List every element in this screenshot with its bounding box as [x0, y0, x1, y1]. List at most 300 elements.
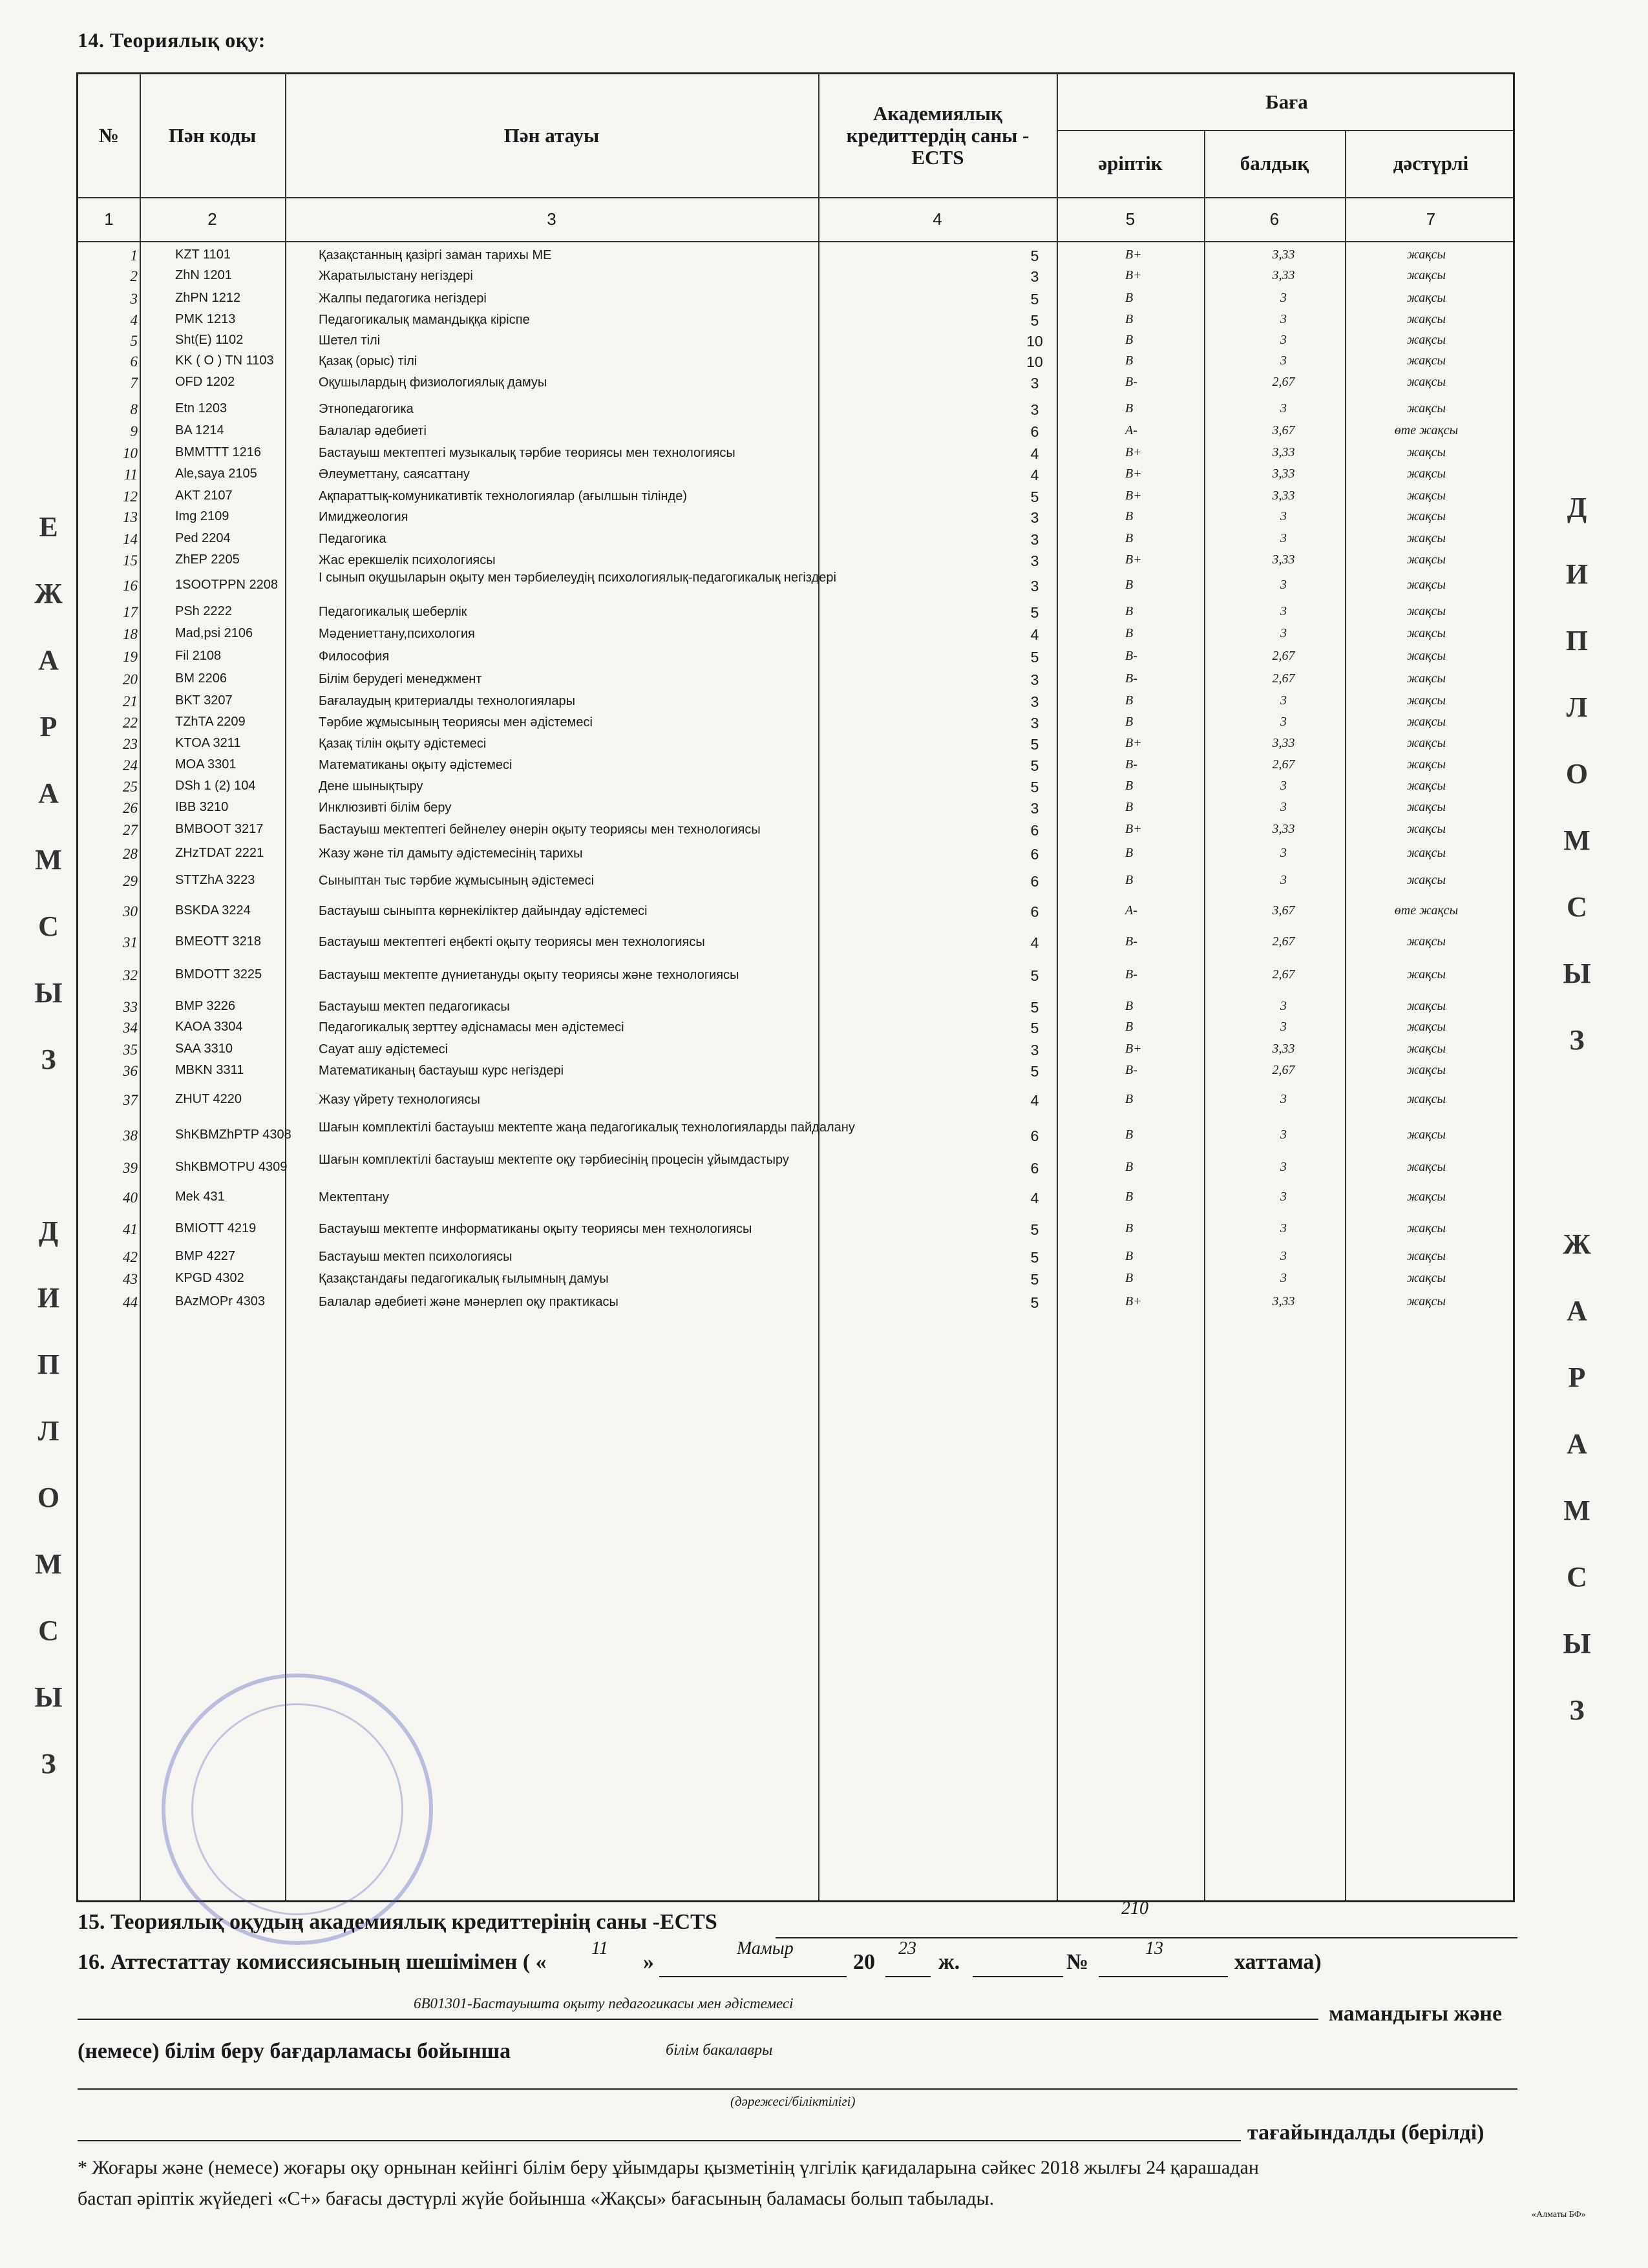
traditional-grade: жақсы	[1406, 736, 1446, 750]
traditional-grade: жақсы	[1406, 1063, 1446, 1077]
points-grade: 3	[1280, 873, 1287, 887]
side-letter: Ы	[1563, 1628, 1591, 1659]
subject-name: Жазу жəне тіл дамыту əдістемесінің тарихы	[319, 846, 583, 861]
letter-grade: B	[1125, 1249, 1134, 1263]
side-letter: Ж	[1563, 1228, 1591, 1260]
row-number: 19	[123, 649, 138, 665]
credits-value: 6	[1030, 903, 1039, 920]
protocol-label: хаттама)	[1234, 1950, 1322, 1974]
row-number: 4	[130, 312, 138, 328]
printer-mark: «Алматы БФ»	[1532, 2210, 1586, 2220]
header-grade: Баға	[1265, 90, 1308, 113]
subject-name: Қазақстандағы педагогикалық ғылымның дамуы	[319, 1272, 609, 1286]
credits-value: 5	[1030, 312, 1039, 329]
credits-value: 6	[1030, 846, 1039, 863]
points-grade: 3	[1280, 1160, 1287, 1174]
side-letter: И	[37, 1282, 60, 1314]
header-credits: Академиялық кредиттердің саны - ECTS	[846, 101, 1030, 169]
subject-name: Бастауыш сыныпта көрнекіліктер дайындау әдістемесі	[319, 904, 648, 918]
letter-grade: B	[1125, 401, 1134, 415]
row-number: 18	[123, 626, 138, 642]
side-letter: С	[38, 910, 59, 942]
subject-code: BMP 3226	[175, 999, 236, 1013]
traditional-grade: жақсы	[1406, 649, 1446, 663]
row-number: 30	[123, 903, 138, 919]
subject-code: Ped 2204	[175, 531, 231, 545]
subject-name: Бастауыш мектепте информатиканы оқыту теориясы мен технологиясы	[319, 1222, 752, 1236]
letter-grade: B	[1125, 1190, 1134, 1204]
degree-value: білім бакалавры	[666, 2042, 773, 2059]
side-text-right-top	[1558, 491, 1596, 1090]
points-grade: 3	[1280, 333, 1287, 347]
points-grade: 3	[1280, 291, 1287, 305]
subject-name: Балалар әдебиеті және мәнерлеп оқу практикасы	[319, 1295, 618, 1309]
side-letter: Д	[1567, 492, 1587, 523]
traditional-grade: жақсы	[1406, 578, 1446, 592]
side-letter: С	[38, 1615, 59, 1646]
specialty-label: мамандығы және	[1329, 2002, 1503, 2026]
credits-value: 4	[1030, 1190, 1039, 1206]
assigned-label: тағайындалды (берілді)	[1247, 2121, 1484, 2145]
points-grade: 2,67	[1272, 934, 1295, 949]
traditional-grade: жақсы	[1406, 846, 1446, 860]
row-number: 14	[123, 531, 138, 547]
credits-value: 3	[1030, 671, 1039, 688]
subject-code: ZHUT 4220	[175, 1092, 242, 1106]
traditional-grade: жақсы	[1406, 873, 1446, 887]
traditional-grade: жақсы	[1406, 291, 1446, 305]
letter-grade: B	[1125, 1020, 1134, 1034]
points-grade: 3	[1280, 999, 1287, 1013]
subject-name: Шағын комплектілі бастауыш мектепте жаңа педагогикалық технологияларды пайдалану	[319, 1120, 855, 1135]
subject-code: TZhTA 2209	[175, 715, 246, 729]
column-divider	[1345, 130, 1346, 1900]
row-number: 32	[123, 967, 138, 983]
header-letter: әріптік	[1098, 151, 1163, 174]
subject-code: Sht(E) 1102	[175, 333, 244, 347]
row-number: 28	[123, 846, 138, 862]
subject-name: Балалар әдебиеті	[319, 424, 427, 438]
points-grade: 2,67	[1272, 967, 1295, 982]
side-letter: М	[1563, 1495, 1590, 1526]
subject-name: Имиджеология	[319, 510, 408, 524]
subject-code: BMEOTT 3218	[175, 934, 262, 949]
traditional-grade: жақсы	[1406, 1190, 1446, 1204]
letter-grade: B	[1125, 353, 1134, 368]
subject-code: ZHzTDAT 2221	[175, 846, 264, 860]
subject-name: Математиканың бастауыш курс негіздері	[319, 1064, 564, 1078]
credits-value: 4	[1030, 626, 1039, 643]
credits-value: 5	[1030, 488, 1039, 505]
points-grade: 3	[1280, 846, 1287, 860]
traditional-grade: жақсы	[1406, 934, 1446, 949]
row-number: 6	[130, 353, 138, 370]
points-grade: 3	[1280, 1128, 1287, 1142]
letter-grade: B	[1125, 312, 1134, 326]
side-letter: М	[1563, 824, 1590, 856]
protocol-number-sign: №	[1066, 1950, 1089, 1974]
row-number: 25	[123, 779, 138, 795]
row-number: 20	[123, 671, 138, 688]
subject-code: AKT 2107	[175, 488, 233, 503]
side-letter: Р	[39, 711, 58, 742]
row-number: 38	[123, 1128, 138, 1144]
points-grade: 3,67	[1272, 903, 1295, 918]
subject-name: Тәрбие жұмысының теориясы мен әдістемесі	[319, 715, 593, 730]
letter-grade: B	[1125, 846, 1134, 860]
credits-value: 5	[1030, 779, 1039, 795]
traditional-grade: жақсы	[1406, 715, 1446, 729]
letter-grade: B	[1125, 999, 1134, 1013]
row-number: 43	[123, 1271, 138, 1287]
subject-name: Этнопедагогика	[319, 402, 414, 416]
traditional-grade: жақсы	[1406, 1092, 1446, 1106]
subject-name: Бастауыш мектепте дүниетануды оқыту теориясы және технологиясы	[319, 968, 739, 982]
letter-grade: B+	[1125, 552, 1142, 567]
side-letter: З	[41, 1748, 56, 1780]
credits-value: 5	[1030, 1271, 1039, 1288]
subject-name: Бағалаудың критериалды технологиялары	[319, 694, 575, 708]
subject-code: BAzMOPr 4303	[175, 1294, 265, 1308]
subject-code: ShKBMZhPTP 4308	[175, 1128, 291, 1142]
credits-value: 3	[1030, 800, 1039, 817]
credits-value: 5	[1030, 1294, 1039, 1311]
subject-code: Img 2109	[175, 509, 229, 523]
row-number: 15	[123, 552, 138, 569]
credits-value: 5	[1030, 649, 1039, 666]
points-grade: 3,33	[1272, 247, 1295, 262]
traditional-grade: жақсы	[1406, 822, 1446, 836]
side-letter: А	[1567, 1428, 1587, 1460]
subject-code: KZT 1101	[175, 247, 231, 262]
section-title: 14. Теориялық оқу:	[78, 28, 266, 52]
points-grade: 2,67	[1272, 375, 1295, 389]
side-letter: А	[38, 777, 59, 809]
subject-code: BM 2206	[175, 671, 227, 686]
traditional-grade: жақсы	[1406, 757, 1446, 772]
points-grade: 3	[1280, 779, 1287, 793]
column-number: 6	[1269, 209, 1280, 229]
row-number: 27	[123, 822, 138, 838]
credits-value: 5	[1030, 247, 1039, 264]
subject-code: ZhN 1201	[175, 268, 232, 282]
credits-value: 3	[1030, 375, 1039, 392]
credits-value: 5	[1030, 757, 1039, 774]
subject-name: Инклюзивті білім беру	[319, 801, 452, 815]
row-number: 37	[123, 1092, 138, 1108]
credits-value: 4	[1030, 1092, 1039, 1109]
letter-grade: B-	[1125, 671, 1137, 686]
column-number: 5	[1125, 209, 1136, 229]
letter-grade: B	[1125, 531, 1134, 545]
commission-century: 20	[853, 1950, 875, 1974]
subject-name: Педагогикалық мамандыққа кіріспе	[319, 313, 530, 327]
row-number: 39	[123, 1160, 138, 1176]
points-grade: 3	[1280, 1020, 1287, 1034]
grades-table	[76, 72, 1515, 1902]
side-letter: И	[1565, 558, 1589, 590]
letter-grade: B	[1125, 1221, 1134, 1235]
credits-value: 5	[1030, 1063, 1039, 1080]
subject-name: Жаратылыстану негіздері	[319, 269, 473, 283]
traditional-grade: жақсы	[1406, 467, 1446, 481]
subject-code: DSh 1 (2) 104	[175, 779, 256, 793]
letter-grade: B+	[1125, 247, 1142, 262]
traditional-grade: жақсы	[1406, 247, 1446, 262]
letter-grade: A-	[1125, 903, 1137, 918]
row-number: 2	[130, 268, 138, 284]
subject-code: Etn 1203	[175, 401, 227, 415]
credits-value: 3	[1030, 1042, 1039, 1058]
side-text-right-bottom	[1558, 1228, 1596, 1760]
header-points: балдық	[1240, 151, 1309, 174]
subject-code: OFD 1202	[175, 375, 235, 389]
points-grade: 3	[1280, 604, 1287, 618]
traditional-grade: жақсы	[1406, 779, 1446, 793]
traditional-grade: өте жақсы	[1394, 423, 1459, 437]
subject-name: Мәдениеттану,психология	[319, 627, 475, 641]
subject-name: Сауат ашу әдістемесі	[319, 1042, 449, 1056]
traditional-grade: жақсы	[1406, 1271, 1446, 1285]
traditional-grade: жақсы	[1406, 671, 1446, 686]
traditional-grade: жақсы	[1406, 375, 1446, 389]
row-number: 44	[123, 1294, 138, 1310]
points-grade: 3	[1280, 1190, 1287, 1204]
commission-quote: »	[643, 1950, 654, 1974]
header-num: №	[98, 123, 120, 147]
credits-value: 6	[1030, 423, 1039, 440]
subject-code: BKT 3207	[175, 693, 233, 708]
row-number: 5	[130, 333, 138, 349]
subject-code: ShKBMOTPU 4309	[175, 1160, 288, 1174]
side-letter: О	[37, 1482, 60, 1513]
letter-grade: B	[1125, 291, 1134, 305]
side-letter: С	[1567, 891, 1587, 923]
side-letter: М	[35, 1548, 62, 1580]
letter-grade: B-	[1125, 934, 1137, 949]
row-number: 11	[123, 467, 138, 483]
traditional-grade: жақсы	[1406, 531, 1446, 545]
degree-caption: (дәрежесі/біліктілігі)	[730, 2094, 856, 2109]
row-number: 33	[123, 999, 138, 1015]
row-number: 35	[123, 1042, 138, 1058]
row-number: 10	[123, 445, 138, 461]
side-letter: З	[1569, 1694, 1585, 1726]
points-grade: 3,33	[1272, 552, 1295, 567]
subject-name: Білім берудегі менеджмент	[319, 672, 482, 686]
subject-name: Философия	[319, 649, 390, 664]
letter-grade: B+	[1125, 445, 1142, 459]
side-letter: М	[35, 844, 62, 876]
letter-grade: B	[1125, 1128, 1134, 1142]
row-number: 34	[123, 1020, 138, 1036]
letter-grade: B	[1125, 873, 1134, 887]
subject-code: ZhEP 2205	[175, 552, 240, 567]
credits-value: 4	[1030, 934, 1039, 951]
subject-name: Педагогикалық шеберлік	[319, 605, 467, 619]
subject-code: BA 1214	[175, 423, 224, 437]
letter-grade: B	[1125, 604, 1134, 618]
credits-value: 5	[1030, 736, 1039, 753]
credits-value: 5	[1030, 604, 1039, 621]
row-number: 22	[123, 715, 138, 731]
points-grade: 3,33	[1272, 268, 1295, 282]
program-label: (немесе) білім беру бағдарламасы бойынша	[78, 2039, 511, 2063]
credits-value: 3	[1030, 693, 1039, 710]
subject-name: Педагогикалық зерттеу әдіснамасы мен әдістемесі	[319, 1020, 624, 1034]
traditional-grade: жақсы	[1406, 312, 1446, 326]
subject-name: Жас ерекшелік психологиясы	[319, 553, 496, 567]
points-grade: 3	[1280, 401, 1287, 415]
letter-grade: B+	[1125, 1294, 1142, 1308]
subject-code: MOA 3301	[175, 757, 237, 772]
commission-day: 11	[591, 1938, 608, 1958]
credits-value: 6	[1030, 1160, 1039, 1177]
subject-name: Қазақстанның қазіргі заман тарихы МЕ	[319, 248, 552, 262]
letter-grade: B	[1125, 626, 1134, 640]
specialty-value: 6В01301-Бастауышта оқыту педагогикасы мен әдістемесі	[414, 1995, 794, 2011]
underline	[973, 1976, 1063, 1977]
letter-grade: B	[1125, 578, 1134, 592]
points-grade: 3,33	[1272, 445, 1295, 459]
commission-label: 16. Аттестаттау комиссиясының шешімімен ( «	[78, 1950, 547, 1974]
points-grade: 3,33	[1272, 488, 1295, 503]
traditional-grade: жақсы	[1406, 626, 1446, 640]
column-number: 1	[104, 209, 114, 229]
row-number: 9	[130, 423, 138, 439]
points-grade: 2,67	[1272, 1063, 1295, 1077]
row-number: 23	[123, 736, 138, 752]
credits-value: 3	[1030, 531, 1039, 548]
subject-code: KTOA 3211	[175, 736, 241, 750]
subject-name: Қазақ тілін оқыту әдістемесі	[319, 737, 487, 751]
underline	[885, 1976, 931, 1977]
traditional-grade: жақсы	[1406, 1020, 1446, 1034]
side-letter: П	[37, 1349, 60, 1380]
points-grade: 3	[1280, 312, 1287, 326]
credits-value: 10	[1026, 333, 1043, 350]
credits-value: 6	[1030, 822, 1039, 839]
traditional-grade: жақсы	[1406, 445, 1446, 459]
points-grade: 3	[1280, 800, 1287, 814]
row-number: 26	[123, 800, 138, 816]
subject-code: PSh 2222	[175, 604, 232, 618]
commission-year: 23	[898, 1938, 916, 1958]
side-letter: З	[41, 1044, 56, 1075]
credits-value: 3	[1030, 509, 1039, 526]
credits-total-label: 15. Теориялық оқудың академиялық кредиттерінің саны -ECTS	[78, 1910, 717, 1934]
side-letter: Ы	[1563, 958, 1591, 989]
traditional-grade: жақсы	[1406, 401, 1446, 415]
column-divider	[140, 74, 141, 1900]
row-number: 12	[123, 488, 138, 505]
subject-name: Әлеуметтану, саясаттану	[319, 467, 470, 481]
subject-name: Математиканы оқыту әдістемесі	[319, 758, 512, 772]
points-grade: 3	[1280, 1249, 1287, 1263]
row-number: 7	[130, 375, 138, 391]
letter-grade: B	[1125, 1092, 1134, 1106]
header-divider	[78, 241, 1513, 242]
traditional-grade: жақсы	[1406, 1128, 1446, 1142]
letter-grade: B	[1125, 715, 1134, 729]
traditional-grade: жақсы	[1406, 1249, 1446, 1263]
letter-grade: B	[1125, 800, 1134, 814]
letter-grade: B	[1125, 509, 1134, 523]
traditional-grade: жақсы	[1406, 488, 1446, 503]
letter-grade: B-	[1125, 1063, 1137, 1077]
column-number: 2	[207, 209, 217, 229]
row-number: 16	[123, 578, 138, 594]
letter-grade: B	[1125, 693, 1134, 708]
row-number: 1	[130, 247, 138, 264]
traditional-grade: жақсы	[1406, 333, 1446, 347]
row-number: 40	[123, 1190, 138, 1206]
footnote-line-2: бастап әріптік жүйедегі «С+» бағасы дәстүрлі жүйе бойынша «Жақсы» бағасының баламасы болып табылады.	[78, 2188, 995, 2209]
credits-value: 6	[1030, 873, 1039, 890]
credits-value: 4	[1030, 445, 1039, 462]
subject-code: Ale,saya 2105	[175, 467, 257, 481]
credits-value: 3	[1030, 578, 1039, 594]
traditional-grade: жақсы	[1406, 604, 1446, 618]
credits-value: 5	[1030, 967, 1039, 984]
row-number: 3	[130, 291, 138, 307]
subject-name: Қазақ (орыс) тілі	[319, 354, 417, 368]
subject-name: Шетел тілі	[319, 333, 381, 348]
row-number: 13	[123, 509, 138, 525]
subject-name: Дене шынықтыру	[319, 779, 423, 793]
letter-grade: B-	[1125, 967, 1137, 982]
credits-value: 3	[1030, 401, 1039, 418]
row-number: 8	[130, 401, 138, 417]
side-letter: Е	[39, 511, 58, 543]
header-traditional: дәстүрлі	[1393, 151, 1469, 174]
points-grade: 3	[1280, 1271, 1287, 1285]
side-letter: Д	[38, 1215, 59, 1247]
traditional-grade: жақсы	[1406, 693, 1446, 708]
protocol-number: 13	[1145, 1938, 1163, 1958]
commission-month: Мамыр	[737, 1938, 794, 1958]
footnote-line-1: * Жоғары және (немесе) жоғары оқу орнынан кейінгі білім беру ұйымдары қызметінің үлгілік қағидаларына сәйкес 2018 жылғы 24 қарашадан	[78, 2157, 1259, 2178]
subject-name: Ақпараттық-комуникативтік технологиялар (ағылшын тілінде)	[319, 489, 688, 503]
credits-value: 5	[1030, 999, 1039, 1016]
letter-grade: B	[1125, 1160, 1134, 1174]
side-letter: П	[1565, 625, 1589, 656]
row-number: 31	[123, 934, 138, 950]
traditional-grade: жақсы	[1406, 552, 1446, 567]
subject-name: Бастауыш мектептегі музыкалық тәрбие теориясы мен технологиясы	[319, 446, 735, 460]
traditional-grade: жақсы	[1406, 967, 1446, 982]
traditional-grade: өте жақсы	[1394, 903, 1459, 918]
letter-grade: B	[1125, 333, 1134, 347]
points-grade: 3,33	[1272, 822, 1295, 836]
credits-value: 5	[1030, 291, 1039, 308]
header-name: Пән атауы	[503, 123, 600, 147]
subject-name: І сынып оқушыларын оқыту мен тәрбиелеудің психологиялық-педагогикалық негіздері	[319, 571, 836, 585]
subject-name: Жазу үйрету технологиясы	[319, 1093, 480, 1107]
row-number: 41	[123, 1221, 138, 1237]
traditional-grade: жақсы	[1406, 509, 1446, 523]
header-code: Пән коды	[168, 123, 257, 147]
subject-code: IBB 3210	[175, 800, 229, 814]
side-letter: О	[1565, 758, 1589, 790]
points-grade: 3	[1280, 1092, 1287, 1106]
credits-value: 3	[1030, 268, 1039, 285]
subject-name: Бастауыш мектептегі бейнелеу өнерін оқыту теориясы мен технологиясы	[319, 823, 761, 837]
side-letter: А	[38, 644, 59, 676]
credits-value: 3	[1030, 552, 1039, 569]
points-grade: 3	[1280, 509, 1287, 523]
credits-value: 10	[1026, 353, 1043, 370]
